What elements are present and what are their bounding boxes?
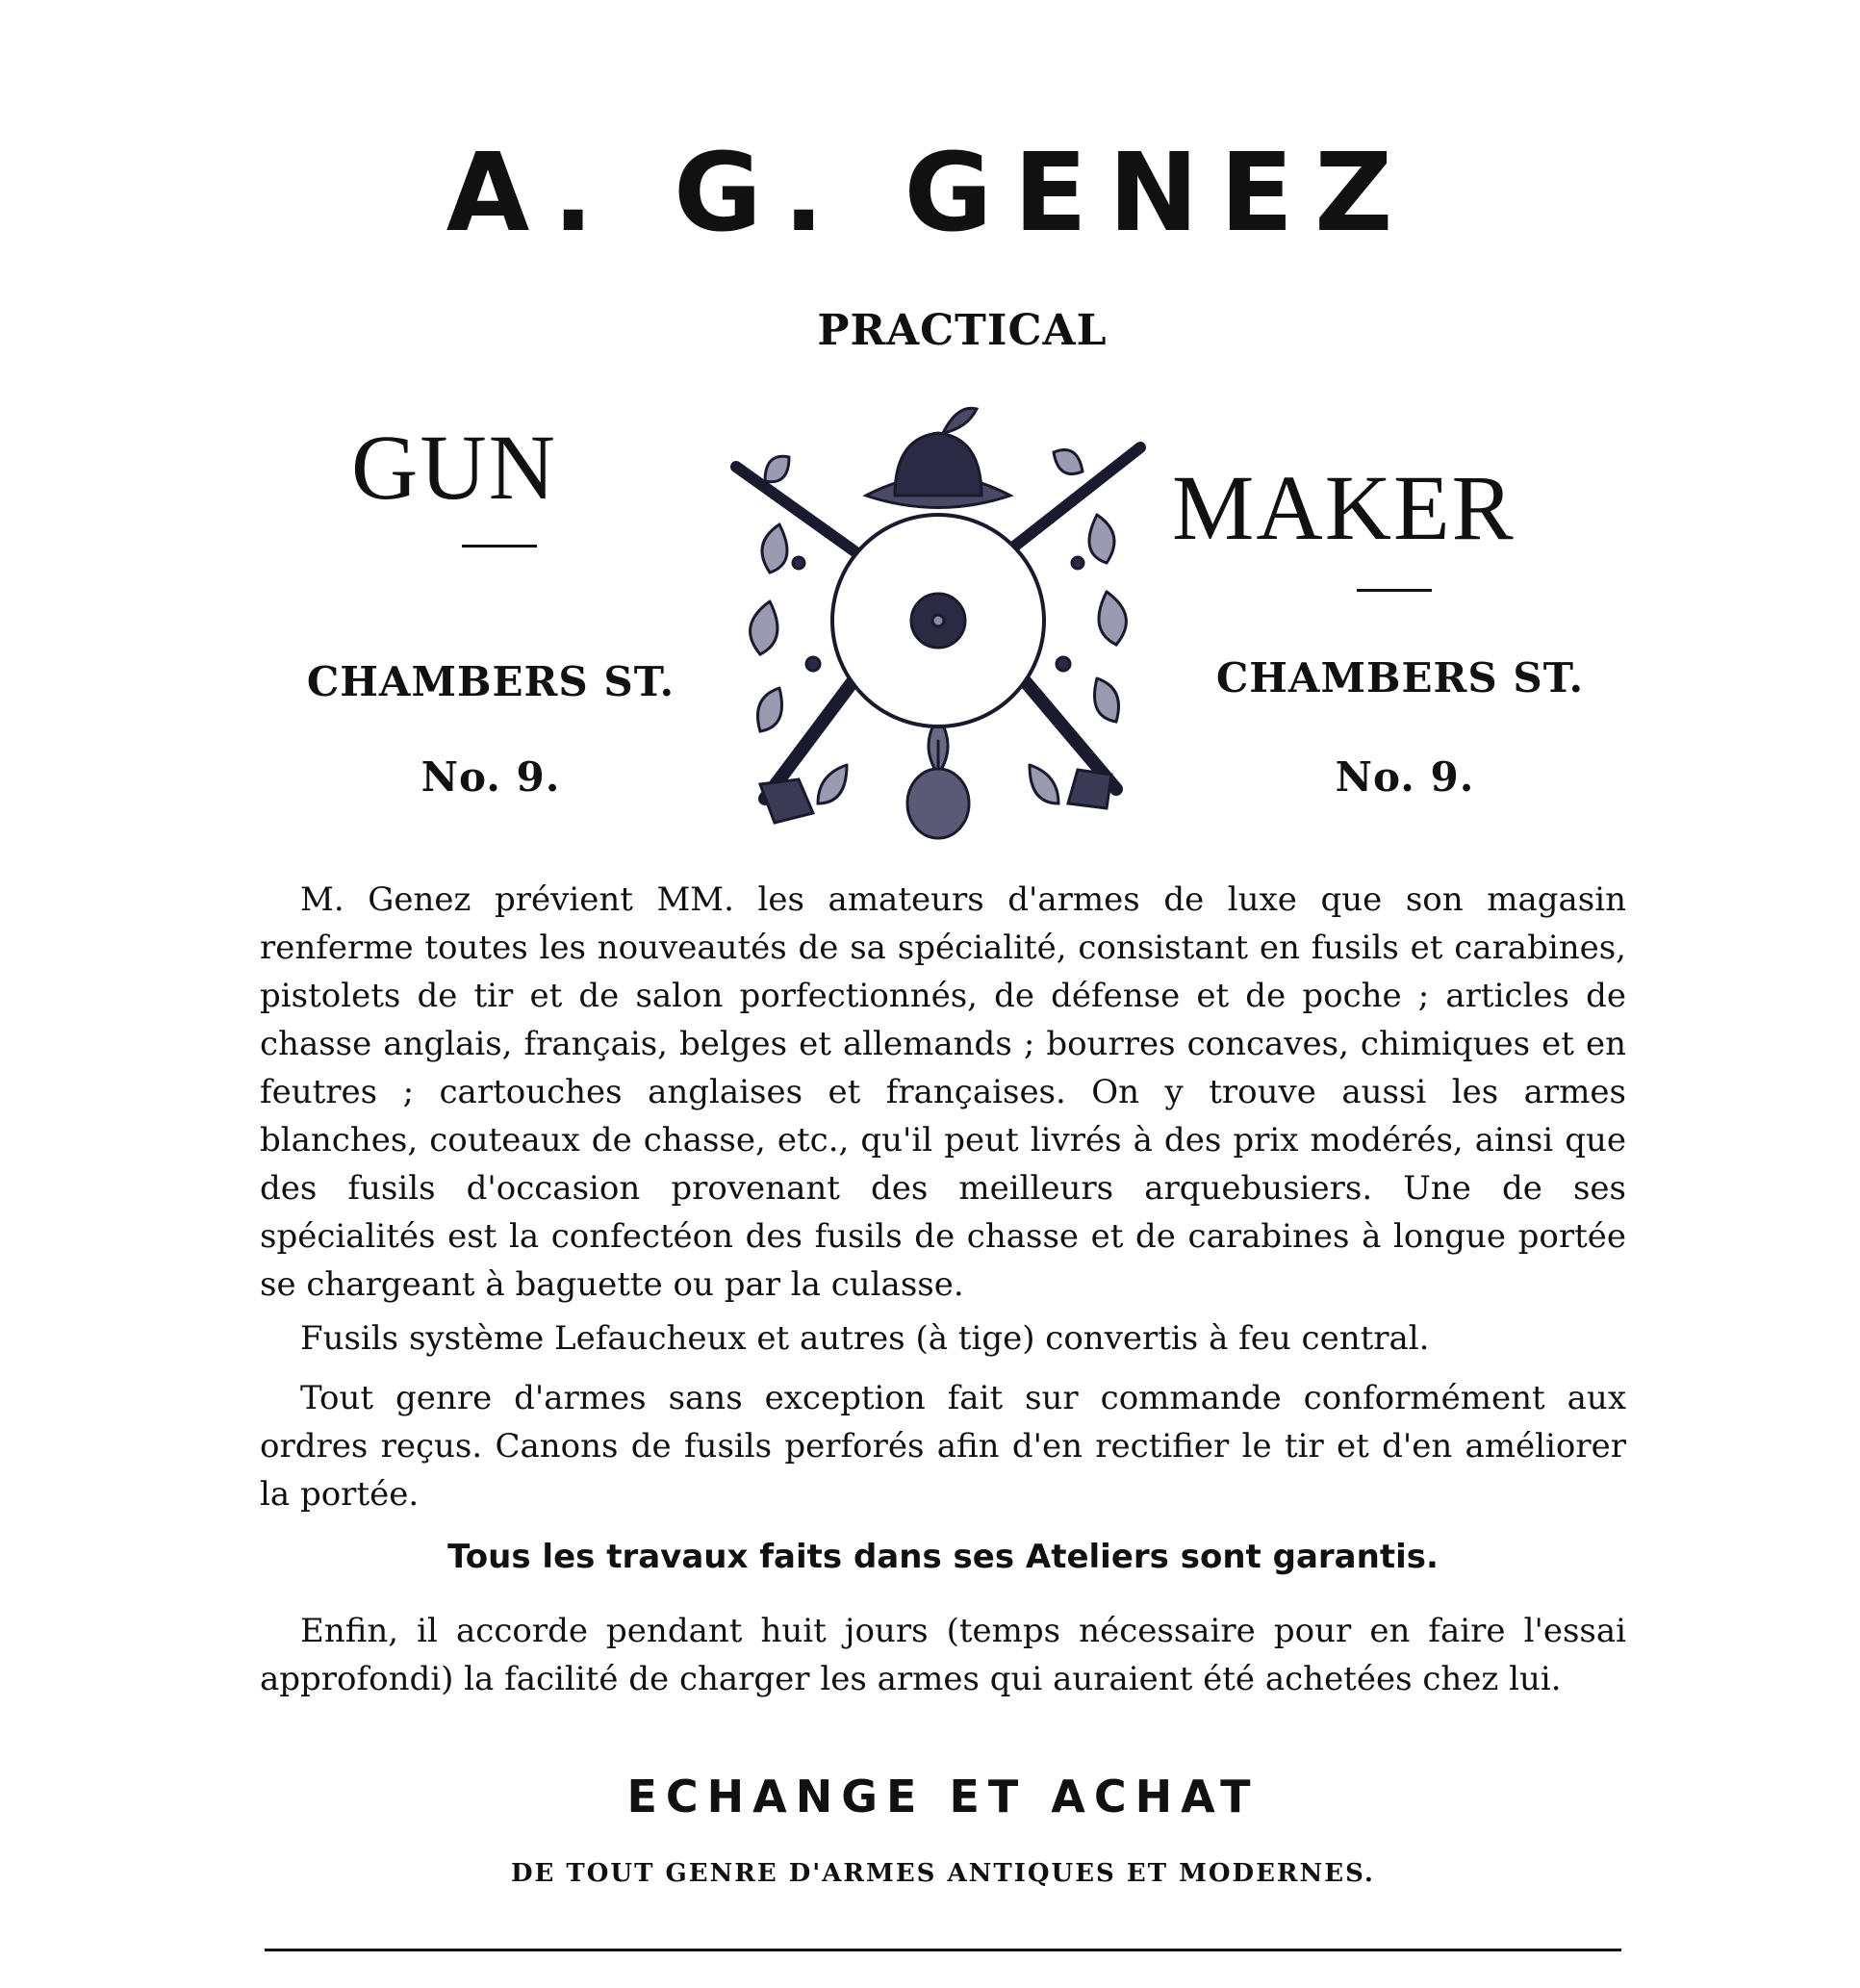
exchange-subline: DE TOUT GENRE D'ARMES ANTIQUES ET MODERNES. — [511, 1859, 1375, 1888]
left-divider — [462, 545, 537, 548]
exchange-heading: ECHANGE ET ACHAT — [626, 1771, 1260, 1822]
custom-order-paragraph: Tout genre d'armes sans exception fait sur commande conformément aux ordres reçus. Canons de fusils perforés afin d'en rectifier le tir et d'en améliorer la portée. — [260, 1379, 1626, 1514]
left-street: CHAMBERS ST. — [306, 658, 675, 705]
description-paragraph: M. Genez prévient MM. les amateurs d'armes de luxe que son magasin renferme toutes les nouveautés de sa spécialité, consistant en fusils et carabines, pistolets de tir et de salon porfectionnés, de défense et de poche ; articles de chasse anglais, français, belges et allemands ; bourres concaves, chimiques et en feutres ; cartouches anglaises et françaises. On y trouve aussi les armes blanches, couteaux de chasse, etc., qu'il peut livrés à des prix modérés, ainsi que des fusils d'occasion provenant des meilleurs arquebusiers. Une de ses spécialités est la confectéon des fusils de chasse et de carabines à longue portée se chargeant à baguette ou par la culasse. — [260, 880, 1626, 1304]
conversion-paragraph: Fusils système Lefaucheux et autres (à tige) convertis à feu central. — [300, 1319, 1430, 1358]
trial-paragraph: Enfin, il accorde pendant huit jours (temps nécessaire pour en faire l'essai approfondi) la facilité de charger les armes qui auraient été achetées chez lui. — [260, 1612, 1626, 1698]
practical-label: PRACTICAL — [817, 306, 1108, 355]
gun-word: GUN — [351, 416, 557, 519]
left-number: No. 9. — [420, 753, 561, 801]
right-divider — [1357, 589, 1432, 592]
page-title: A. G. GENEZ — [446, 131, 1414, 256]
bottom-rule — [265, 1949, 1621, 1951]
right-number: No. 9. — [1335, 753, 1475, 801]
right-street: CHAMBERS ST. — [1215, 654, 1585, 701]
hunting-trophy-emblem-icon — [722, 399, 1155, 842]
guarantee-line: Tous les travaux faits dans ses Ateliers sont garantis. — [447, 1538, 1439, 1576]
maker-word: MAKER — [1172, 456, 1516, 559]
